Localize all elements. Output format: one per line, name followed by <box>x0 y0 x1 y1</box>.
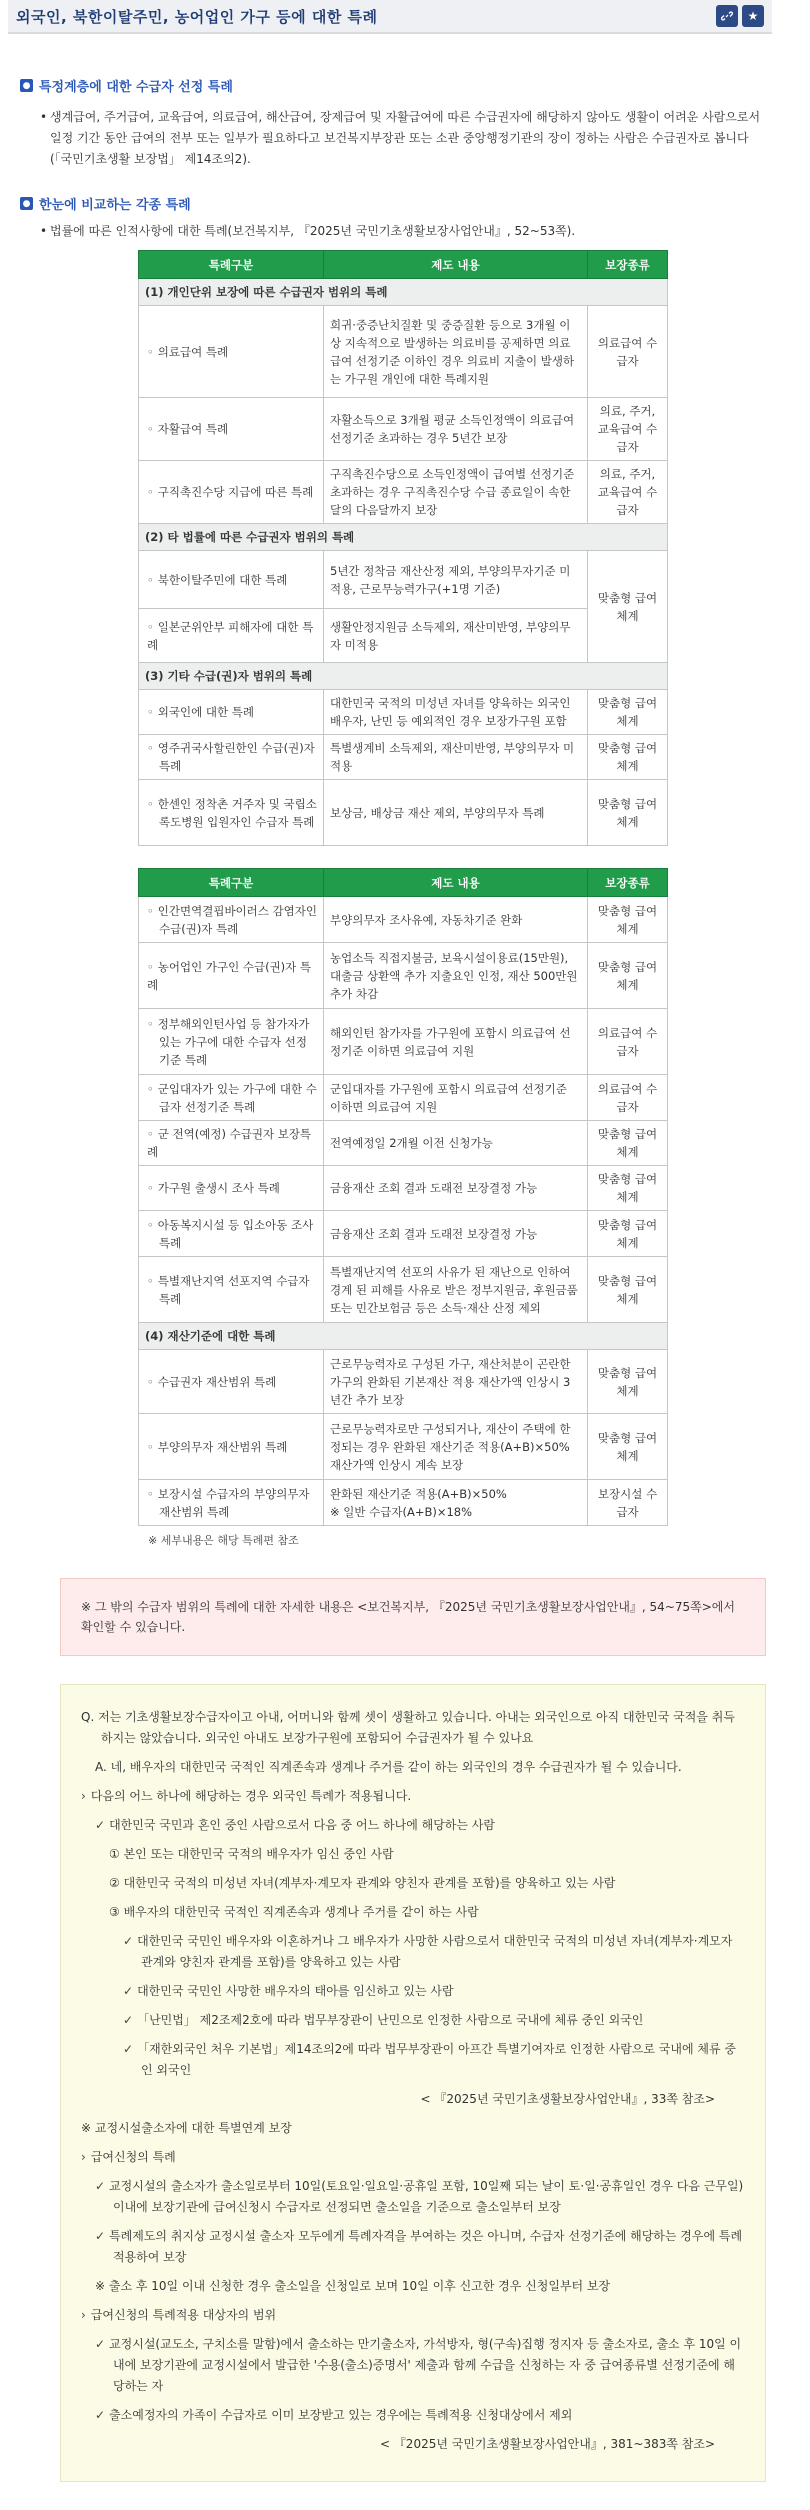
list-item: ✓ 대한민국 국민인 사망한 배우자의 태아를 임신하고 있는 사람 <box>81 1981 745 2002</box>
table-footnote: ※ 세부내용은 해당 특례편 참조 <box>148 1534 299 1547</box>
table-row: ◦ 북한이탈주민에 대한 특례 5년간 정착금 재산산정 제외, 부양의무자기준 미적용, 근로무능력가구(+1명 기준) 맞춤형 급여체계 <box>139 551 668 609</box>
benefit-type: 맞춤형 급여체계 <box>588 943 668 1009</box>
table-row: ◦ 인간면역결핍바이러스 감염자인 수급(권)자 특례 부양의무자 조사유예, 자동차기준 완화 맞춤형 급여체계 <box>139 897 668 943</box>
group-row: (3) 기타 수급(권)자 범위의 특례 <box>139 663 668 690</box>
benefit-type: 의료급여 수급자 <box>588 1075 668 1121</box>
benefit-type: 맞춤형 급여체계 <box>588 1166 668 1211</box>
table-row: ◦ 한센인 정착촌 거주자 및 국립소록도병원 입원자인 수급자 특례 보상금, 배상금 재산 제외, 부양의무자 특례 맞춤형 급여체계 <box>139 780 668 846</box>
list-item <box>81 2176 745 2218</box>
qa-box <box>60 1684 766 2482</box>
section-header-special <box>20 76 802 95</box>
case-content-line: 완화된 재산기준 적용(A+B)×50% <box>330 1486 507 1501</box>
list-item <box>81 2039 745 2081</box>
case-name: 가구원 출생시 조사 특례 <box>157 1181 280 1195</box>
case-content: 특별생계비 소득제외, 재산미반영, 부양의무자 미적용 <box>324 735 588 780</box>
table-header-row <box>139 251 668 279</box>
list-item <box>81 1931 745 1973</box>
reference-note: ※ 그 밖의 수급자 범위의 특례에 대한 자세한 내용은 <보건복지부, 『2025년 국민기초생활보장사업안내』, 54~75쪽>에서 확인할 수 있습니다. <box>81 1600 735 1634</box>
case-name: 보장시설 수급자의 부양의무자 재산범위 특례 <box>157 1486 310 1519</box>
benefit-type: 맞춤형 급여체계 <box>588 1414 668 1480</box>
benefit-type: 맞춤형 급여체계 <box>588 690 668 735</box>
list-item: ✓ 출소예정자의 가족이 수급자로 이미 보장받고 있는 경우에는 특례적용 신청대상에서 제외 <box>81 2405 745 2426</box>
table-header-row <box>139 869 668 897</box>
list-item: ③ 배우자의 대한민국 국적인 직계존속과 생계나 주거를 같이 하는 사람 <box>109 1905 479 1919</box>
table-row: ◦ 특별재난지역 선포지역 수급자 특례 특별재난지역 선포의 사유가 된 재난으로 인하여 경계 된 피해를 사유로 받은 정부지원금, 후원금품 또는 민간보험금 등은 소득·재산 산정 제외 맞춤형 급여체계 <box>139 1257 668 1323</box>
benefit-type: 의료, 주거, 교육급여 수급자 <box>588 398 668 461</box>
case-content: 대한민국 국적의 미성년 자녀를 양육하는 외국인 배우자, 난민 등 예외적인 경우 보장가구원 포함 <box>324 690 588 735</box>
header-icons <box>716 5 764 27</box>
table-row: ◦ 자활급여 특례 자활소득으로 3개월 평균 소득인정액이 의료급여 선정기준 초과하는 경우 5년간 보장 의료, 주거, 교육급여 수급자 <box>139 398 668 461</box>
list-item: ✓ 대한민국 국민과 혼인 중인 사람으로서 다음 중 어느 하나에 해당하는 사람 <box>81 1815 745 1836</box>
reference: < 『2025년 국민기초생활보장사업안내』, 33쪽 참조> <box>420 2092 715 2106</box>
benefit-type: 맞춤형 급여체계 <box>588 551 668 663</box>
case-name: 군입대자가 있는 가구에 대한 수급자 선정기준 특례 <box>157 1081 317 1114</box>
list-item: › 다음의 어느 하나에 해당하는 경우 외국인 특례가 적용됩니다. <box>81 1786 745 1807</box>
list-item: › 급여신청의 특례적용 대상자의 범위 <box>81 2305 745 2326</box>
case-content: 근로무능력자로 구성된 가구, 재산처분이 곤란한 가구의 완화된 기본재산 적용 재산가액 인상시 3년간 추가 보장 <box>324 1350 588 1414</box>
case-content: 5년간 정착금 재산산정 제외, 부양의무자기준 미적용, 근로무능력가구(+1명 기준) <box>324 551 588 609</box>
section-marker-icon: ● <box>20 197 33 210</box>
table-row: ◦ 부양의무자 재산범위 특례 근로무능력자로만 구성되거나, 재산이 주택에 한정되는 경우 완화된 재산기준 적용(A+B)×50% 재산가액 인상시 계속 보장 맞춤형 급여체계 <box>139 1414 668 1480</box>
table-row: ◦ 보장시설 수급자의 부양의무자 재산범위 특례 완화된 재산기준 적용(A+B)×50% ※ 일반 수급자(A+B)×18% 보장시설 수급자 <box>139 1480 668 1526</box>
case-content: 농업소득 직접지불금, 보육시설이용료(15만원), 대출금 상환액 추가 지출요인 인정, 재산 500만원 추가 차감 <box>324 943 588 1009</box>
case-name: 인간면역결핍바이러스 감염자인 수급(권)자 특례 <box>157 903 317 936</box>
list-item <box>81 2334 745 2397</box>
list-item: ✓ 「난민법」 제2조제2호에 따라 법무부장관이 난민으로 인정한 사람으로 국내에 체류 중인 외국인 <box>81 2010 745 2031</box>
list-item-text: ✓ 「재한외국인 처우 기본법」제14조의2에 따라 법무부장관이 아프간 특별기여자로 인정한 사람으로 국내에 체류 중인 외국인 <box>123 2039 745 2081</box>
list-item-text: ✓ 대한민국 국민인 배우자와 이혼하거나 그 배우자가 사망한 사람으로서 대한민국 국적의 미성년 자녀(계부자·계모자 관계와 양친자 관계를 포함)를 양육하고 있는 사람 <box>123 1931 745 1973</box>
link-icon[interactable] <box>716 5 738 27</box>
table-row: ◦ 의료급여 특례 희귀·중증난치질환 및 중증질환 등으로 3개월 이상 지속적으로 발생하는 의료비를 공제하면 의료급여 선정기준 이하인 경우 의료비 지출이 발생하는 가구원 개인에 대한 특례지원 의료급여 수급자 <box>139 306 668 398</box>
col-header: 보장종류 <box>588 869 668 897</box>
case-content: 특별재난지역 선포의 사유가 된 재난으로 인하여 경계 된 피해를 사유로 받은 정부지원금, 후원금품 또는 민간보험금 등은 소득·재산 산정 제외 <box>324 1257 588 1323</box>
reference-note-box <box>60 1578 766 1656</box>
case-content: 근로무능력자로만 구성되거나, 재산이 주택에 한정되는 경우 완화된 재산기준 적용(A+B)×50% 재산가액 인상시 계속 보장 <box>324 1414 588 1480</box>
col-header: 제도 내용 <box>324 869 588 897</box>
case-name: 특별재난지역 선포지역 수급자 특례 <box>157 1273 310 1306</box>
case-content: 금융재산 조회 결과 도래전 보장결정 가능 <box>324 1211 588 1257</box>
group-row: (2) 타 법률에 따른 수급권자 범위의 특례 <box>139 524 668 551</box>
case-content: 금융재산 조회 결과 도래전 보장결정 가능 <box>324 1166 588 1211</box>
list-item: › 급여신청의 특례 <box>81 2147 745 2168</box>
table-row: ◦ 수급권자 재산범위 특례 근로무능력자로 구성된 가구, 재산처분이 곤란한 가구의 완화된 기본재산 적용 재산가액 인상시 3년간 추가 보장 맞춤형 급여체계 <box>139 1350 668 1414</box>
table-row: ◦ 일본군위안부 피해자에 대한 특례 생활안정지원금 소득제외, 재산미반영, 부양의무자 미적용 <box>139 609 668 663</box>
section-title: 특정계층에 대한 수급자 선정 특례 <box>39 80 233 95</box>
case-content-note: ※ 일반 수급자(A+B)×18% <box>330 1504 473 1519</box>
case-content: 자활소득으로 3개월 평균 소득인정액이 의료급여 선정기준 초과하는 경우 5년간 보장 <box>324 398 588 461</box>
col-header: 보장종류 <box>588 251 668 279</box>
table-row: ◦ 군 전역(예정) 수급권자 보장특례 전역예정일 2개월 이전 신청가능 맞춤형 급여체계 <box>139 1121 668 1166</box>
case-content: 생활안정지원금 소득제외, 재산미반영, 부양의무자 미적용 <box>324 609 588 663</box>
section-title: 한눈에 비교하는 각종 특례 <box>39 198 191 213</box>
star-icon[interactable]: ★ <box>742 5 764 27</box>
benefit-type: 맞춤형 급여체계 <box>588 1211 668 1257</box>
case-name: 일본군위안부 피해자에 대한 특례 <box>147 619 314 652</box>
case-content: 구직촉진수당으로 소득인정액이 급여별 선정기준 초과하는 경우 구직촉진수당 수급 종료일이 속한 달의 다음달까지 보장 <box>324 461 588 524</box>
section-body: • 생계급여, 주거급여, 교육급여, 의료급여, 해산급여, 장제급여 및 자활급여에 따른 수급권자에 해당하지 않아도 생활이 어려운 사람으로서 일정 기간 동안 급여의 전부 또는 일부가 필요하다고 보건복지부장관 또는 소관 중앙행정기관의 장이 정하는 사람은 수급권자로 봅니다(「국민기초생활 보장법」 제14조의2). <box>42 107 762 170</box>
case-content: 부양의무자 조사유예, 자동차기준 완화 <box>324 897 588 943</box>
case-name: 농어업인 가구인 수급(권)자 특례 <box>147 959 312 992</box>
benefit-type: 맞춤형 급여체계 <box>588 735 668 780</box>
table-row: ◦ 군입대자가 있는 가구에 대한 수급자 선정기준 특례 군입대자를 가구원에 포함시 의료급여 선정기준 이하면 의료급여 지원 의료급여 수급자 <box>139 1075 668 1121</box>
group-row: (1) 개인단위 보장에 따른 수급권자 범위의 특례 <box>139 279 668 306</box>
case-name: 영주귀국사할린한인 수급(권)자 특례 <box>157 741 315 773</box>
table-row: ◦ 아동복지시설 등 입소아동 조사 특례 금융재산 조회 결과 도래전 보장결정 가능 맞춤형 급여체계 <box>139 1211 668 1257</box>
section-header-compare <box>20 194 802 213</box>
benefit-type: 의료급여 수급자 <box>588 306 668 398</box>
case-name: 의료급여 특례 <box>157 344 229 359</box>
case-name: 아동복지시설 등 입소아동 조사 특례 <box>157 1217 314 1250</box>
benefit-type: 보장시설 수급자 <box>588 1480 668 1526</box>
table-row: ◦ 정부해외인턴사업 등 참가자가 있는 가구에 대한 수급자 선정기준 특례 해외인턴 참가자를 가구원에 포함시 의료급여 선정기준 이하면 의료급여 지원 의료급여 수급자 <box>139 1009 668 1075</box>
list-item <box>81 2226 745 2268</box>
case-content: 군입대자를 가구원에 포함시 의료급여 선정기준 이하면 의료급여 지원 <box>324 1075 588 1121</box>
special-cases-table-1 <box>138 250 668 846</box>
case-name: 부양의무자 재산범위 특례 <box>157 1439 288 1454</box>
list-item-text: ✓ 특례제도의 취지상 교정시설 출소자 모두에게 특례자격을 부여하는 것은 아니며, 수급자 선정기준에 해당하는 경우에 특례 적용하여 보장 <box>95 2226 745 2268</box>
table-row: ◦ 외국인에 대한 특례 대한민국 국적의 미성년 자녀를 양육하는 외국인 배우자, 난민 등 예외적인 경우 보장가구원 포함 맞춤형 급여체계 <box>139 690 668 735</box>
benefit-type: 맞춤형 급여체계 <box>588 897 668 943</box>
case-name: 자활급여 특례 <box>157 422 229 436</box>
case-name: 수급권자 재산범위 특례 <box>157 1374 277 1389</box>
list-item: ※ 출소 후 10일 이내 신청한 경우 출소일을 신청일로 보며 10일 이후 신고한 경우 신청일부터 보장 <box>95 2279 611 2293</box>
benefit-type: 맞춤형 급여체계 <box>588 1121 668 1166</box>
case-name: 정부해외인턴사업 등 참가자가 있는 가구에 대한 수급자 선정기준 특례 <box>157 1016 310 1067</box>
subsection-title: ※ 교정시설출소자에 대한 특별연계 보장 <box>81 2121 292 2135</box>
case-content: 희귀·중증난치질환 및 중증질환 등으로 3개월 이상 지속적으로 발생하는 의료비를 공제하면 의료급여 선정기준 이하인 경우 의료비 지출이 발생하는 가구원 개인에 대한 특례지원 <box>324 306 588 398</box>
question: Q. 저는 기초생활보장수급자이고 아내, 어머니와 함께 셋이 생활하고 있습니다. 아내는 외국인으로 아직 대한민국 국적을 취득하지는 않았습니다. 외국인 아내도 보장가구원에 포함되어 수급권자가 될 수 있나요 <box>81 1710 735 1745</box>
case-name: 군 전역(예정) 수급권자 보장특례 <box>147 1127 312 1159</box>
case-name: 북한이탈주민에 대한 특례 <box>157 572 288 587</box>
list-item: ① 본인 또는 대한민국 국적의 배우자가 임신 중인 사람 <box>109 1847 394 1861</box>
col-header: 제도 내용 <box>324 251 588 279</box>
section-marker-icon: ● <box>20 79 33 92</box>
benefit-type: 의료급여 수급자 <box>588 1009 668 1075</box>
page-title: 외국인, 북한이탈주민, 농어업인 가구 등에 대한 특례 <box>16 7 378 26</box>
section-body: • 법률에 따른 인적사항에 대한 특례(보건복지부, 『2025년 국민기초생활보장사업안내』, 52~53쪽). <box>42 221 762 242</box>
table-row: ◦ 농어업인 가구인 수급(권)자 특례 농업소득 직접지불금, 보육시설이용료(15만원), 대출금 상환액 추가 지출요인 인정, 재산 500만원 추가 차감 맞춤형 급여체계 <box>139 943 668 1009</box>
case-name: 외국인에 대한 특례 <box>157 705 254 719</box>
case-name: 한센인 정착촌 거주자 및 국립소록도병원 입원자인 수급자 특례 <box>157 796 317 829</box>
case-content: 전역예정일 2개월 이전 신청가능 <box>324 1121 588 1166</box>
list-item-text: ✓ 교정시설의 출소자가 출소일로부터 10일(토요일·일요일·공휴일 포함, 10일째 되는 날이 토·일·공휴일인 경우 다음 근무일) 이내에 보장기관에 급여신청시 수급자로 선정되면 출소일을 기준으로 출소일부터 보장 <box>95 2176 745 2218</box>
benefit-type: 의료, 주거, 교육급여 수급자 <box>588 461 668 524</box>
table-row: ◦ 구직촉진수당 지급에 따른 특례 구직촉진수당으로 소득인정액이 급여별 선정기준 초과하는 경우 구직촉진수당 수급 종료일이 속한 달의 다음달까지 보장 의료, 주거, 교육급여 수급자 <box>139 461 668 524</box>
table-row: ◦ 가구원 출생시 조사 특례 금융재산 조회 결과 도래전 보장결정 가능 맞춤형 급여체계 <box>139 1166 668 1211</box>
answer: A. 네, 배우자의 대한민국 국적인 직계존속과 생계나 주거를 같이 하는 외국인의 경우 수급권자가 될 수 있습니다. <box>95 1760 682 1774</box>
reference: < 『2025년 국민기초생활보장사업안내』, 381~383쪽 참조> <box>379 2437 715 2451</box>
col-header: 특례구분 <box>139 869 324 897</box>
case-content <box>324 1480 588 1526</box>
title-bar <box>8 0 772 34</box>
benefit-type: 맞춤형 급여체계 <box>588 1257 668 1323</box>
benefit-type: 맞춤형 급여체계 <box>588 1350 668 1414</box>
list-item: ② 대한민국 국적의 미성년 자녀(계부자·계모자 관계와 양친자 관계를 포함)를 양육하고 있는 사람 <box>109 1876 616 1890</box>
table-row: ◦ 영주귀국사할린한인 수급(권)자 특례 특별생계비 소득제외, 재산미반영, 부양의무자 미적용 맞춤형 급여체계 <box>139 735 668 780</box>
col-header: 특례구분 <box>139 251 324 279</box>
case-content: 해외인턴 참가자를 가구원에 포함시 의료급여 선정기준 이하면 의료급여 지원 <box>324 1009 588 1075</box>
group-row: (4) 재산기준에 대한 특례 <box>139 1323 668 1350</box>
case-name: 구직촉진수당 지급에 따른 특례 <box>157 485 314 499</box>
benefit-type: 맞춤형 급여체계 <box>588 780 668 846</box>
special-cases-table-2 <box>138 868 668 1526</box>
list-item-text: ✓ 교정시설(교도소, 구치소를 말함)에서 출소하는 만기출소자, 가석방자, 형(구속)집행 정지자 등 출소자로, 출소 후 10일 이내에 보장기관에 교정시설에서 발급한 '수용(출소)증명서' 제출과 함께 수급을 신청하는 자 중 급여종류별 선정기준에 해당하는 자 <box>95 2334 745 2397</box>
case-content: 보상금, 배상금 재산 제외, 부양의무자 특례 <box>324 780 588 846</box>
